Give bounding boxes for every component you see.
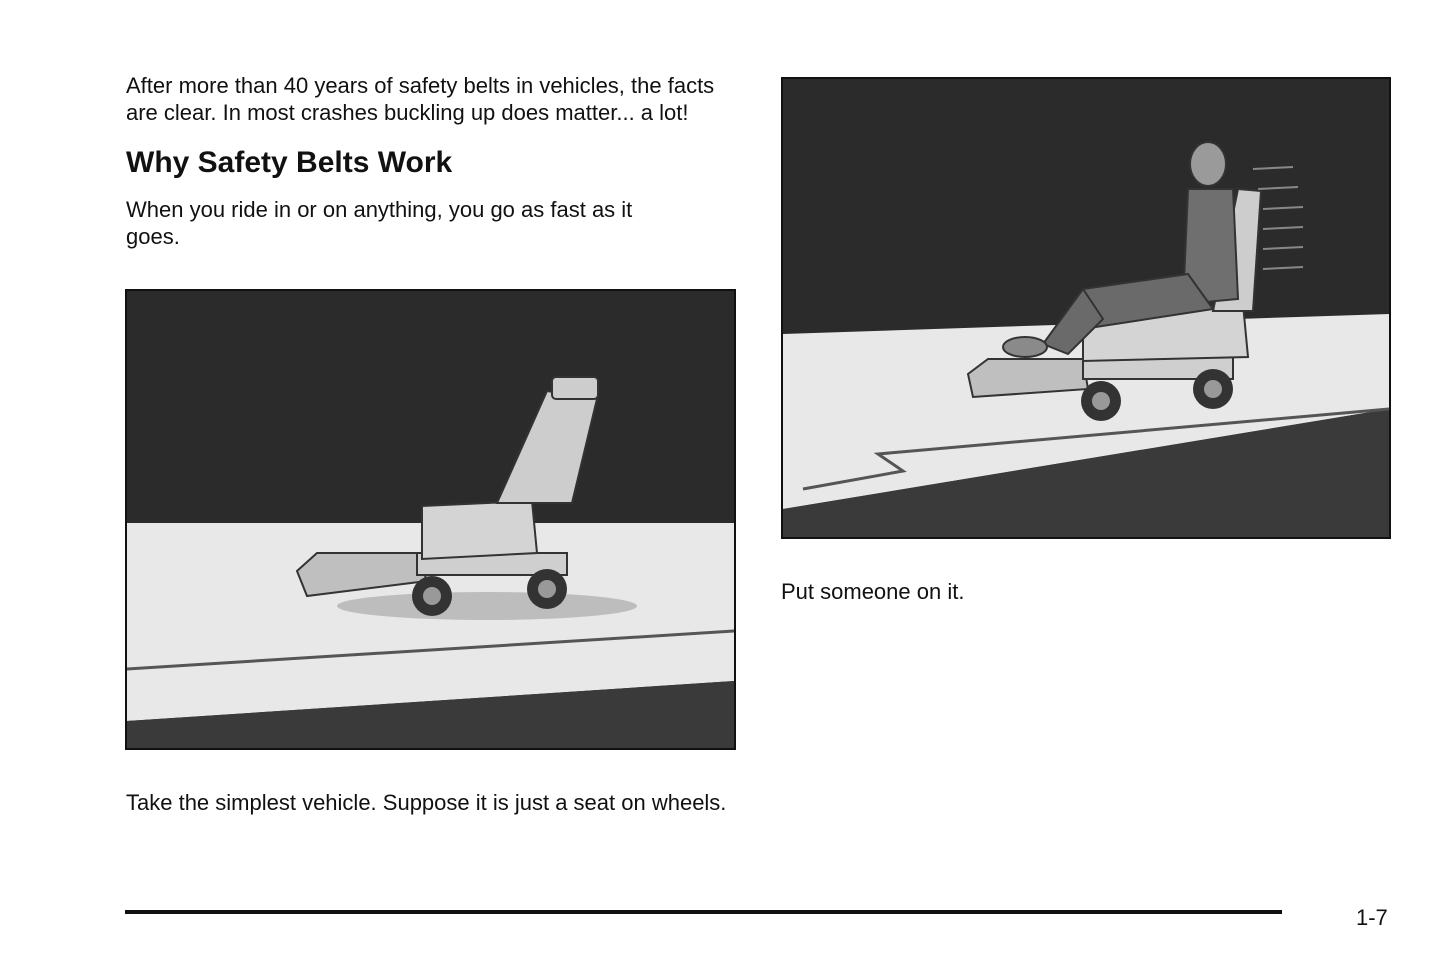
caption-left: Take the simplest vehicle. Suppose it is just a seat on wheels. (126, 790, 727, 815)
section-heading: Why Safety Belts Work (126, 146, 453, 179)
seat-on-wheels-illustration (125, 289, 736, 750)
left-column (126, 72, 738, 250)
intro-paragraph: After more than 40 years of safety belts in vehicles, the facts are clear. In most crashes buckling up does matter... a lot! (126, 73, 715, 125)
person-on-seat-illustration (781, 77, 1391, 539)
body-paragraph: When you ride in or on anything, you go as fast as it goes. (126, 197, 633, 249)
page-number: 1-7 (1356, 905, 1388, 930)
footer-rule (125, 910, 1282, 914)
caption-right: Put someone on it. (781, 579, 965, 604)
